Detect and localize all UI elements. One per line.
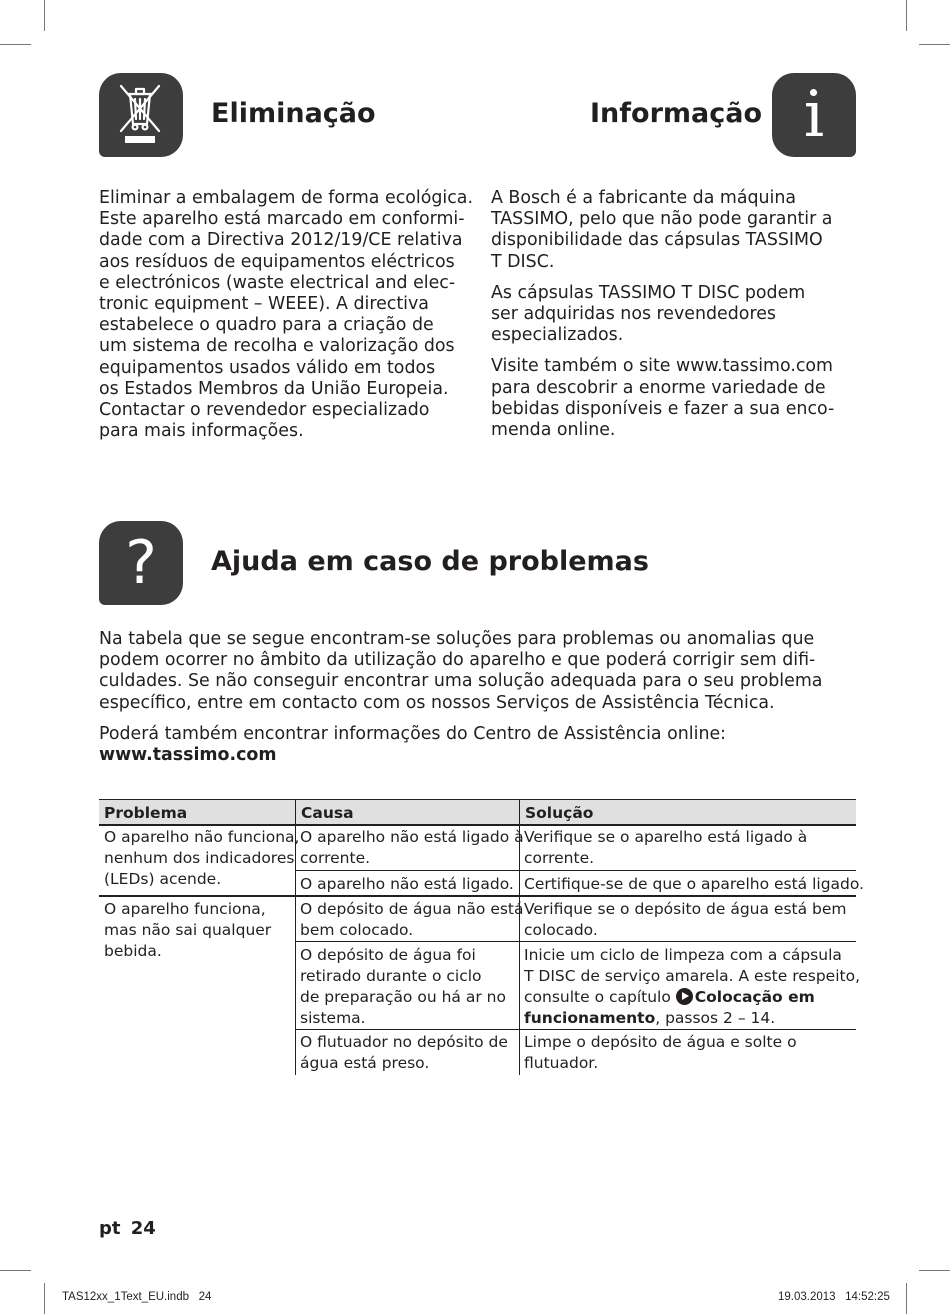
- text-line: Visite também o site www.tassimo.com: [491, 356, 833, 377]
- cell-line: O flutuador no depósito de: [300, 1033, 508, 1051]
- page-number-value: 24: [130, 1218, 156, 1239]
- play-icon: [676, 988, 693, 1005]
- text-line: Na tabela que se segue encontram-se soluções para problemas ou anomalias que: [99, 629, 815, 649]
- text-line: específico, entre em contacto com os nossos Serviços de Assistência Técnica.: [99, 692, 775, 713]
- cell-line: nenhum dos indicadores: [104, 849, 295, 867]
- text-line: um sistema de recolha e valorização dos: [99, 336, 455, 357]
- cell-line: [524, 1008, 852, 1029]
- text-line: equipamentos usados válido em todos: [99, 357, 436, 378]
- cell-line: Certifique-se de que o aparelho está ligado.: [524, 875, 865, 893]
- chapter-reference: Colocação em: [694, 988, 815, 1006]
- crop-mark: [44, 0, 45, 31]
- table-header-solution: Solução: [520, 799, 856, 825]
- text-line: disponibilidade das cápsulas TASSIMO: [491, 230, 823, 251]
- cell-line: corrente.: [524, 849, 595, 867]
- table-column-rule: [519, 799, 520, 1075]
- table-rule: [296, 870, 856, 871]
- text-line: culdades. Se não conseguir encontrar uma solução adequada para o seu problema: [99, 671, 823, 692]
- table-cell-solution: [520, 1032, 856, 1074]
- text-line: para mais informações.: [99, 421, 304, 442]
- cell-line: colocado.: [524, 921, 598, 939]
- table-rule: [296, 941, 856, 942]
- cell-line: O aparelho não está ligado à: [300, 828, 524, 846]
- cell-line: retirado durante o ciclo: [300, 967, 482, 985]
- cell-line: água está preso.: [300, 1054, 430, 1072]
- print-date-info: 19.03.2013 14:52:25: [778, 1291, 890, 1303]
- text-line: especializados.: [491, 325, 624, 346]
- text-line: estabelece o quadro para a criação de: [99, 315, 434, 336]
- crop-mark: [906, 0, 907, 31]
- cell-line: O depósito de água foi: [300, 946, 476, 964]
- cell-line: O depósito de água não está: [300, 900, 524, 918]
- cell-line: bem colocado.: [300, 921, 414, 939]
- cell-line: [524, 987, 852, 1008]
- info-icon: [772, 73, 856, 157]
- text-line: As cápsulas TASSIMO T DISC podem: [491, 282, 806, 303]
- text-line: tronic equipment – WEEE). A directiva: [99, 294, 429, 315]
- text-line: TASSIMO, pelo que não pode garantir a: [491, 209, 833, 230]
- cell-line: corrente.: [300, 849, 371, 867]
- table-rule: [99, 895, 856, 897]
- cell-line: (LEDs) acende.: [104, 870, 222, 888]
- table-cell-solution: [520, 827, 856, 869]
- crop-mark: [919, 1270, 950, 1271]
- cell-line: bebida.: [104, 942, 162, 960]
- information-heading: Informação: [590, 98, 763, 129]
- cell-line: sistema.: [300, 1009, 366, 1027]
- text-line: e electrónicos (waste electrical and elec-: [99, 272, 456, 293]
- table-column-rule: [295, 799, 296, 1075]
- question-icon: [99, 521, 183, 605]
- question-icon-glyph: ?: [125, 528, 157, 598]
- intro-paragraph: [99, 629, 859, 714]
- table-cell-problem: [100, 827, 300, 890]
- information-paragraph: [491, 283, 861, 347]
- text-line: os Estados Membros da União Europeia.: [99, 378, 449, 399]
- table-cell-solution: [520, 899, 856, 941]
- table-rule: [296, 1029, 856, 1030]
- information-paragraph: [491, 188, 861, 273]
- page-language: pt: [99, 1218, 121, 1239]
- table-rule: [99, 824, 856, 826]
- cell-line: mas não sai qualquer: [104, 921, 272, 939]
- cell-line: de preparação ou há ar no: [300, 988, 506, 1006]
- disposal-heading: Eliminação: [211, 98, 376, 129]
- troubleshooting-heading: Ajuda em caso de problemas: [211, 546, 649, 577]
- text-line: Contactar o revendedor especializado: [99, 400, 430, 421]
- table-cell-cause: [296, 827, 524, 869]
- table-cell-problem: [100, 899, 295, 962]
- crop-mark: [919, 44, 950, 45]
- crop-mark: [44, 1283, 45, 1314]
- info-icon-glyph: i: [803, 78, 825, 152]
- text-line: para descobrir a enorme variedade de: [491, 377, 826, 398]
- cell-line: flutuador.: [524, 1054, 599, 1072]
- table-rule: [99, 799, 856, 800]
- information-text: [491, 188, 861, 451]
- weee-disposal-icon: [99, 73, 183, 157]
- cell-line: O aparelho funciona,: [104, 900, 266, 918]
- table-cell-solution: [520, 945, 861, 1029]
- information-paragraph: [491, 356, 861, 441]
- text-line: bebidas disponíveis e fazer a sua enco-: [491, 398, 835, 419]
- chapter-reference: funcionamento: [524, 1009, 656, 1027]
- online-url[interactable]: www.tassimo.com: [99, 745, 277, 766]
- table-cell-cause: [296, 1032, 519, 1074]
- text-line: ser adquiridas nos revendedores: [491, 304, 776, 325]
- online-paragraph: [99, 724, 859, 766]
- print-file-info: TAS12xx_1Text_EU.indb 24: [62, 1291, 212, 1303]
- text-line: Eliminar a embalagem de forma ecológica.: [99, 188, 473, 208]
- table-cell-cause: [296, 874, 519, 895]
- table-header-cause: Causa: [296, 799, 519, 825]
- text-line: T DISC.: [491, 251, 555, 272]
- cell-line: Verifique se o aparelho está ligado à: [524, 828, 808, 846]
- text-line: aos resíduos de equipamentos eléctricos: [99, 251, 455, 272]
- cell-text: , passos 2 – 14.: [655, 1009, 776, 1027]
- troubleshooting-intro: [99, 629, 859, 776]
- disposal-text: [99, 188, 479, 442]
- text-line: A Bosch é a fabricante da máquina: [491, 188, 797, 208]
- cell-text: consulte o capítulo: [524, 988, 676, 1006]
- text-line: Este aparelho está marcado em conformi-: [99, 209, 465, 230]
- cell-line: Verifique se o depósito de água está bem: [524, 900, 847, 918]
- cell-line: O aparelho não funciona,: [104, 828, 300, 846]
- cell-line: Inicie um ciclo de limpeza com a cápsula: [524, 946, 842, 964]
- cell-line: Limpe o depósito de água e solte o: [524, 1033, 797, 1051]
- crop-mark: [906, 1283, 907, 1314]
- crop-mark: [0, 1270, 31, 1271]
- text-line: podem ocorrer no âmbito da utilização do aparelho e que poderá corrigir sem difi-: [99, 650, 816, 671]
- table-cell-cause: [296, 899, 524, 941]
- cell-line: T DISC de serviço amarela. A este respeito,: [524, 967, 861, 985]
- table-cell-solution: [520, 874, 865, 895]
- table-cell-cause: [296, 945, 519, 1029]
- crop-mark: [0, 44, 31, 45]
- text-line: Poderá também encontrar informações do Centro de Assistência online:: [99, 723, 727, 744]
- cell-line: O aparelho não está ligado.: [300, 875, 514, 893]
- page-number: [99, 1218, 156, 1239]
- text-line: dade com a Directiva 2012/19/CE relativa: [99, 230, 463, 251]
- table-header-problem: Problema: [99, 799, 295, 825]
- text-line: menda online.: [491, 420, 616, 441]
